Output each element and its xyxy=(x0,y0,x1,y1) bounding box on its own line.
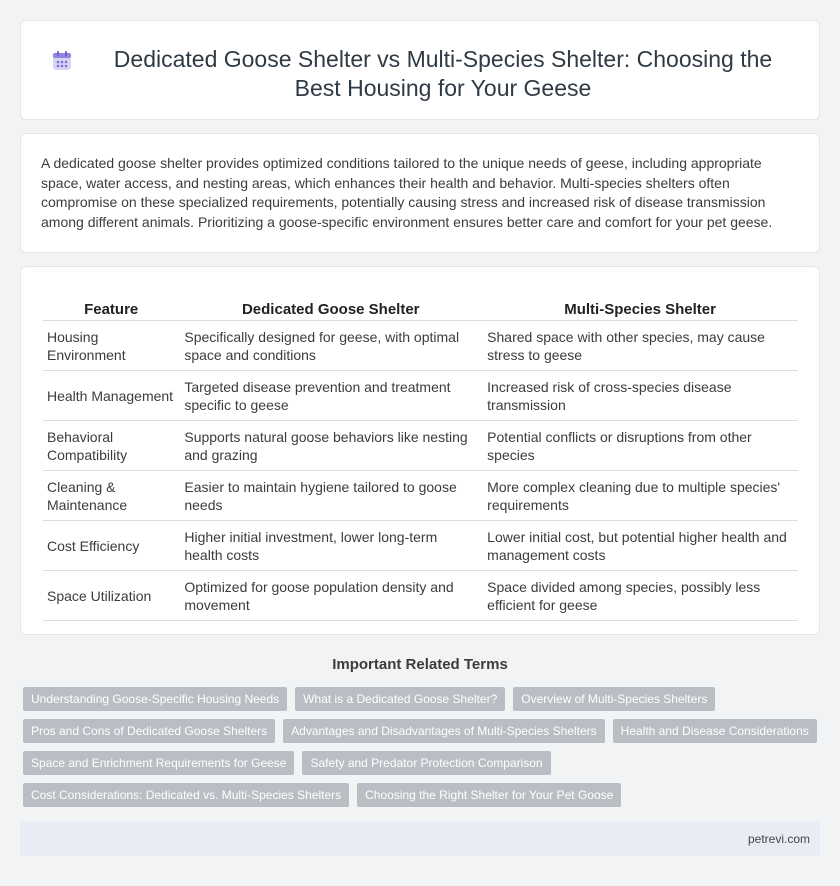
tag-row xyxy=(23,751,823,775)
multi-species-cell: Lower initial cost, but potential higher health and management costs xyxy=(482,520,798,570)
multi-species-cell: More complex cleaning due to multiple species' requirements xyxy=(482,470,798,520)
feature-cell: Behavioral Compatibility xyxy=(43,420,179,470)
tag-row xyxy=(23,687,823,711)
header-feature: Feature xyxy=(43,295,179,320)
multi-species-cell: Shared space with other species, may cause stress to geese xyxy=(482,320,798,370)
title-wrap xyxy=(21,21,819,103)
footer xyxy=(20,822,820,856)
related-term-tag[interactable]: Understanding Goose-Specific Housing Needs xyxy=(23,687,287,711)
feature-cell: Housing Environment xyxy=(43,320,179,370)
footer-site-name[interactable]: petrevi.com xyxy=(747,832,810,846)
dedicated-cell: Easier to maintain hygiene tailored to goose needs xyxy=(179,470,482,520)
multi-species-cell: Potential conflicts or disruptions from other species xyxy=(482,420,798,470)
related-term-tag[interactable]: Pros and Cons of Dedicated Goose Shelters xyxy=(23,719,275,743)
comparison-card xyxy=(20,266,820,635)
tag-row xyxy=(23,783,823,807)
related-term-tag[interactable]: What is a Dedicated Goose Shelter? xyxy=(295,687,505,711)
related-term-tag[interactable]: Space and Enrichment Requirements for Geese xyxy=(23,751,294,775)
dedicated-cell: Targeted disease prevention and treatment specific to geese xyxy=(179,370,482,420)
calendar-icon xyxy=(51,50,73,72)
header-multi-species: Multi-Species Shelter xyxy=(482,295,798,320)
multi-species-cell: Space divided among species, possibly less efficient for geese xyxy=(482,570,798,620)
related-term-tag[interactable]: Cost Considerations: Dedicated vs. Multi-Species Shelters xyxy=(23,783,349,807)
intro-paragraph: A dedicated goose shelter provides optimized conditions tailored to the unique needs of geese, including appropriate space, water access, and nesting areas, which enhances their health and behavior. Multi-species shelters often compromise on these specialized requirements, potentially causing stress and increased risk of disease transmission among different animals. Prioritizing a goose-specific environment ensures better care and comfort for your pet geese. xyxy=(41,155,773,230)
intro-card xyxy=(20,133,820,253)
table-row xyxy=(43,520,798,570)
header-dedicated: Dedicated Goose Shelter xyxy=(179,295,482,320)
multi-species-cell: Increased risk of cross-species disease transmission xyxy=(482,370,798,420)
dedicated-cell: Higher initial investment, lower long-term health costs xyxy=(179,520,482,570)
table-row xyxy=(43,320,798,370)
related-term-tag[interactable]: Overview of Multi-Species Shelters xyxy=(513,687,715,711)
tag-row xyxy=(23,719,823,743)
table-row xyxy=(43,570,798,620)
dedicated-cell: Optimized for goose population density and movement xyxy=(179,570,482,620)
feature-cell: Space Utilization xyxy=(43,570,179,620)
table-row xyxy=(43,420,798,470)
feature-cell: Health Management xyxy=(43,370,179,420)
dedicated-cell: Specifically designed for geese, with optimal space and conditions xyxy=(179,320,482,370)
related-term-tag[interactable]: Safety and Predator Protection Comparison xyxy=(302,751,550,775)
related-term-tag[interactable]: Choosing the Right Shelter for Your Pet Goose xyxy=(357,783,621,807)
related-terms-list xyxy=(23,687,823,815)
page-title: Dedicated Goose Shelter vs Multi-Species Shelter: Choosing the Best Housing for Your Geese xyxy=(113,46,773,101)
table-row xyxy=(43,370,798,420)
feature-cell: Cost Efficiency xyxy=(43,520,179,570)
related-term-tag[interactable]: Advantages and Disadvantages of Multi-Species Shelters xyxy=(283,719,605,743)
feature-cell: Cleaning & Maintenance xyxy=(43,470,179,520)
table-header-row xyxy=(43,295,798,320)
table-row xyxy=(43,470,798,520)
related-term-tag[interactable]: Health and Disease Considerations xyxy=(613,719,817,743)
title-card xyxy=(20,20,820,120)
related-terms-heading: Important Related Terms xyxy=(332,656,508,673)
dedicated-cell: Supports natural goose behaviors like nesting and grazing xyxy=(179,420,482,470)
comparison-table xyxy=(43,295,798,621)
